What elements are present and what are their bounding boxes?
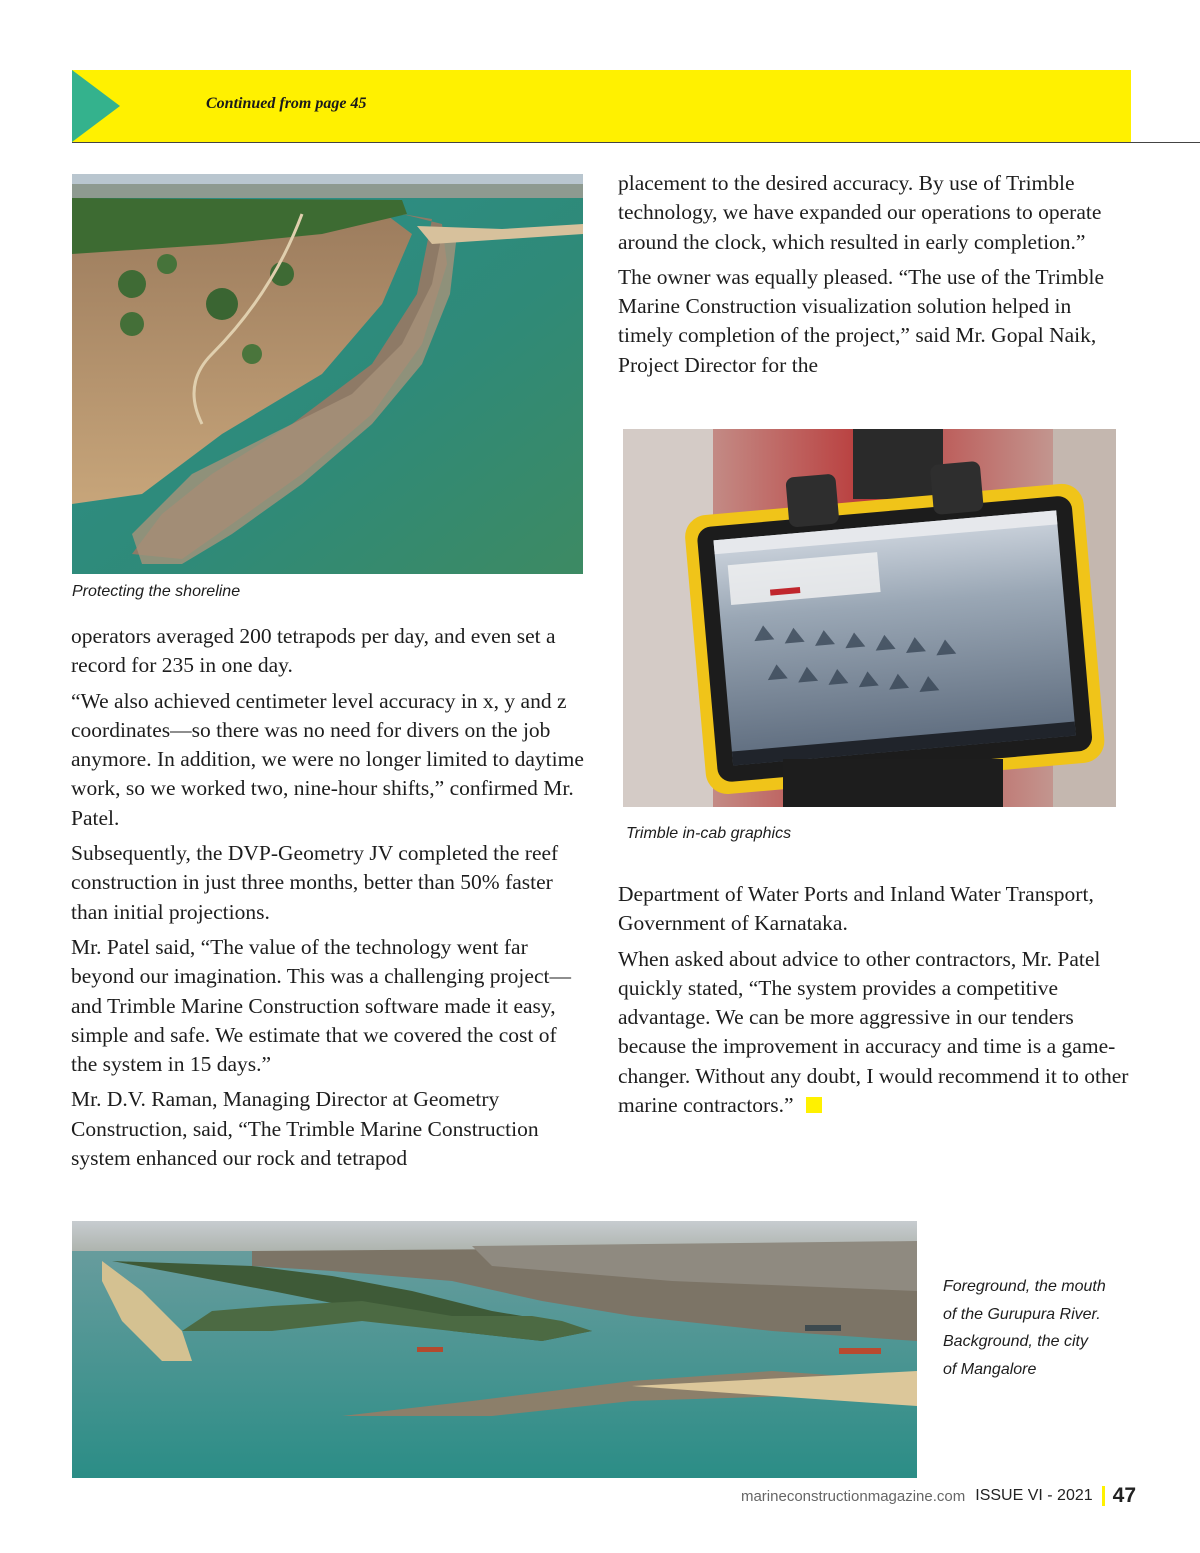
- left-paragraph-2: “We also achieved centimeter level accuracy in x, y and z coordinates—so there was no need for divers on the job anymore. In addition, we were no longer limited to daytime work, so we worked two, nine-hour shifts,” confirmed Mr. Patel.: [71, 688, 584, 830]
- river-caption-line-1: Foreground, the mouth: [943, 1278, 1106, 1295]
- footer-issue: ISSUE VI - 2021: [975, 1487, 1093, 1504]
- left-paragraph-4: Mr. Patel said, “The value of the technology went far beyond our imagination. This was a challenging project—and Trimble Marine Construction software made it easy, simple and safe. We estimate that we covered the cost of the system in 15 days.”: [71, 934, 571, 1077]
- right-paragraph-4-text: When asked about advice to other contractors, Mr. Patel quickly stated, “The system provides a competitive advantage. We can be more aggressive in our tenders because the improvement in accuracy and time is a game-changer. Without any doubt, I would recommend it to other marine contractors.”: [618, 946, 1129, 1118]
- left-paragraph-1: operators averaged 200 tetrapods per day, and even set a record for 235 in one day.: [71, 624, 556, 678]
- end-of-article-icon: [806, 1097, 822, 1113]
- page-number: 47: [1112, 1484, 1136, 1507]
- river-caption-line-2: of the Gurupura River.: [943, 1305, 1101, 1323]
- right-column-bottom: [618, 880, 1130, 1126]
- right-paragraph-3: Department of Water Ports and Inland Water Transport, Government of Karnataka.: [618, 882, 1094, 936]
- right-paragraph-1: placement to the desired accuracy. By use of Trimble technology, we have expanded our operations to operate around the clock, which resulted in early completion.”: [618, 171, 1102, 254]
- river-mouth-caption: [943, 1273, 1143, 1383]
- right-paragraph-2: The owner was equally pleased. “The use of the Trimble Marine Construction visualization solution helped in timely completion of the project,” said Mr. Gopal Naik, Project Director for the: [618, 264, 1105, 377]
- continued-from-label: Continued from page 45: [206, 95, 367, 112]
- right-column-top: [618, 169, 1130, 386]
- footer-divider: [1102, 1486, 1105, 1506]
- left-paragraph-5: Mr. D.V. Raman, Managing Director at Geometry Construction, said, “The Trimble Marine Construction system enhanced our rock and tetrapod: [71, 1087, 539, 1171]
- right-paragraph-4: [618, 945, 1130, 1121]
- tablet-caption: Trimble in-cab graphics: [626, 825, 792, 842]
- tablet-photo: [623, 429, 1116, 807]
- header-rule: [72, 142, 1200, 143]
- footer-site: marineconstructionmagazine.com: [740, 1487, 966, 1505]
- left-paragraph-3: Subsequently, the DVP-Geometry JV completed the reef construction in just three months, better than 50% faster than initial projections.: [71, 841, 559, 924]
- header-arrow-icon: [72, 70, 120, 142]
- page-footer: [741, 1484, 1136, 1508]
- shoreline-caption: Protecting the shoreline: [72, 583, 241, 600]
- left-column: [71, 622, 586, 1179]
- shoreline-photo: [72, 174, 583, 574]
- river-caption-line-4: of Mangalore: [943, 1360, 1037, 1378]
- river-caption-line-3: Background, the city: [943, 1333, 1088, 1350]
- river-mouth-photo: [72, 1221, 917, 1478]
